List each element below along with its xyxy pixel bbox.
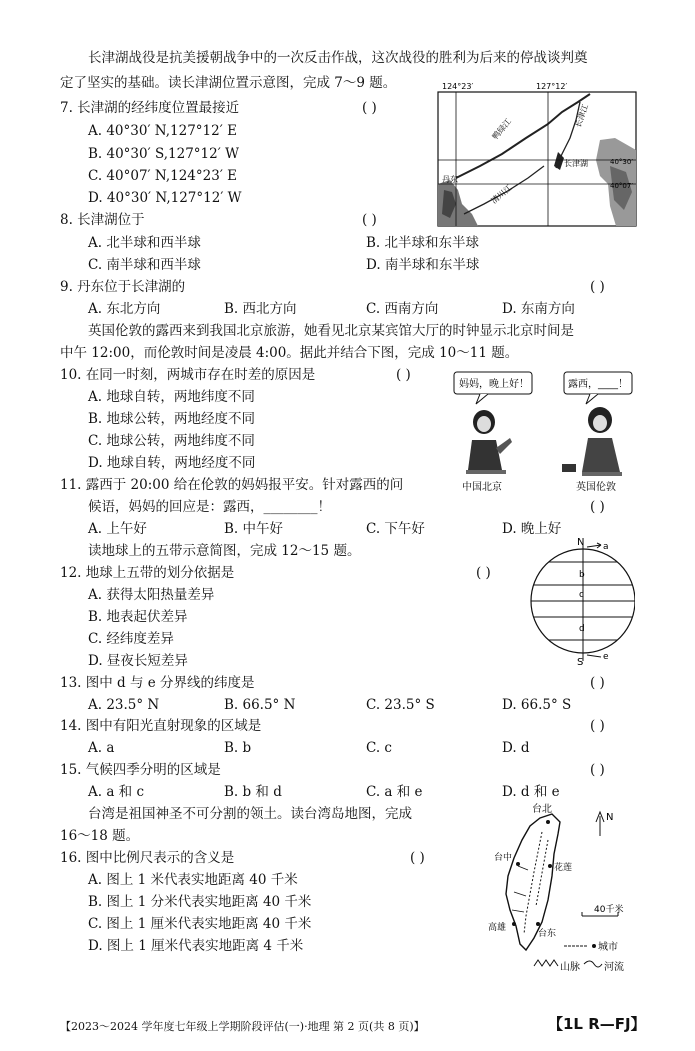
q11-option-c: C. 下午好 <box>366 521 425 537</box>
zone-a-label: a <box>603 542 609 552</box>
q13-option-c: C. 23.5° S <box>366 697 435 713</box>
q10-option-a: A. 地球自转，两地纬度不同 <box>88 389 255 405</box>
q10-option-c: C. 地球公转，两地纬度不同 <box>88 433 255 449</box>
bubble-left-text: 妈妈，晚上好！ <box>459 379 529 390</box>
q9-stem: 9. 丹东位于长津湖的 <box>60 279 186 295</box>
dandong-label: 丹东 <box>442 175 458 184</box>
q10-stem: 10. 在同一时刻，两城市存在时差的原因是 <box>60 367 316 383</box>
q12-option-b: B. 地表起伏差异 <box>88 609 188 625</box>
taidong-label: 台东 <box>538 929 557 939</box>
caption-beijing: 中国北京 <box>462 482 502 493</box>
q12-option-d: D. 昼夜长短差异 <box>88 653 188 669</box>
taipei-label: 台北 <box>532 804 552 815</box>
q7-option-b: B. 40°30′ S,127°12′ W <box>88 146 239 162</box>
q15-option-d: D. d 和 e <box>502 784 560 800</box>
q8-option-a: A. 北半球和西半球 <box>88 235 201 251</box>
north-label: N <box>606 812 614 823</box>
changjin-lake-map <box>430 80 645 230</box>
q11-option-d: D. 晚上好 <box>502 521 562 537</box>
q12-answer-bracket: ( ) <box>476 565 491 581</box>
city-legend-icon <box>592 944 596 948</box>
q15-option-b: B. b 和 d <box>224 784 282 800</box>
taizhong-label: 台中 <box>494 853 513 863</box>
girl-london-icon <box>562 407 622 476</box>
north-arrow-icon <box>596 812 604 836</box>
q15-option-a: A. a 和 c <box>88 784 145 800</box>
q11-option-b: B. 中午好 <box>224 521 284 537</box>
intro-10-11-line2: 中午 12:00，而伦敦时间是凌晨 4:00。据此并结合下图，完成 10～11 题。 <box>60 345 519 361</box>
qingchuan-river-label: 清川江 <box>489 183 514 206</box>
yalu-river-label: 鸭绿江 <box>490 117 513 142</box>
q10-option-d: D. 地球自转，两地经度不同 <box>88 455 256 471</box>
q16-option-b: B. 图上 1 分米代表实地距离 40 千米 <box>88 894 312 910</box>
q7-stem: 7. 长津湖的经纬度位置最接近 <box>60 100 240 116</box>
q11-answer-bracket: ( ) <box>590 499 605 515</box>
mountain-legend-icon <box>534 960 558 966</box>
exam-code: 【1L R—FJ】 <box>548 1015 646 1033</box>
zone-d-label: d <box>579 624 585 634</box>
page-footer: 【2023～2024 学年度七年级上学期阶段评估(一)·地理 第 2 页(共 8 页)】 <box>60 1020 425 1033</box>
q8-answer-bracket: ( ) <box>362 212 377 228</box>
bubble-right-text: 露西，____！ <box>568 379 628 390</box>
changjin-lake-label: 长津湖 <box>564 159 588 168</box>
intro-16-18-line1: 台湾是祖国神圣不可分割的领土。读台湾岛地图，完成 <box>88 806 412 822</box>
legend-mountain: 山脉 <box>560 962 580 973</box>
q9-option-a: A. 东北方向 <box>88 301 161 317</box>
q9-option-d: D. 东南方向 <box>502 301 575 317</box>
q8-stem: 8. 长津湖位于 <box>60 212 145 228</box>
q7-option-c: C. 40°07′ N,124°23′ E <box>88 168 238 184</box>
changjin-river-label: 长津江 <box>573 103 591 129</box>
lon-right-label: 127°12′ <box>536 82 568 91</box>
south-pole-label: S <box>577 657 584 667</box>
q13-option-b: B. 66.5° N <box>224 697 296 713</box>
q15-answer-bracket: ( ) <box>590 762 605 778</box>
river-legend-icon <box>584 961 602 967</box>
girl-beijing-icon <box>466 410 512 474</box>
legend-river: 河流 <box>604 962 624 973</box>
q14-answer-bracket: ( ) <box>590 718 605 734</box>
q7-option-d: D. 40°30′ N,127°12′ W <box>88 190 242 206</box>
q13-stem: 13. 图中 d 与 e 分界线的纬度是 <box>60 675 255 691</box>
caption-london: 英国伦敦 <box>576 482 616 493</box>
q8-option-c: C. 南半球和西半球 <box>88 257 201 273</box>
lat-bottom-label: 40°07′ <box>610 182 633 190</box>
q15-option-c: C. a 和 e <box>366 784 423 800</box>
zone-c-label: c <box>579 590 584 600</box>
q10-option-b: B. 地球公转，两地经度不同 <box>88 411 256 427</box>
q10-answer-bracket: ( ) <box>396 367 411 383</box>
q13-option-a: A. 23.5° N <box>88 697 160 713</box>
lon-left-label: 124°23′ <box>442 82 474 91</box>
q7-option-a: A. 40°30′ N,127°12′ E <box>88 123 237 139</box>
five-zones-globe <box>525 535 635 667</box>
zone-b-label: b <box>579 570 585 580</box>
q9-option-c: C. 西南方向 <box>366 301 439 317</box>
intro-7-9-line2: 定了坚实的基础。读长津湖位置示意图，完成 7～9 题。 <box>60 75 397 91</box>
intro-10-11-line1: 英国伦敦的露西来到我国北京旅游，她看见北京某宾馆大厅的时钟显示北京时间是 <box>88 323 574 339</box>
q13-answer-bracket: ( ) <box>590 675 605 691</box>
q14-option-c: C. c <box>366 740 392 756</box>
q9-answer-bracket: ( ) <box>590 279 605 295</box>
q12-option-a: A. 获得太阳热量差异 <box>88 587 215 603</box>
q7-answer-bracket: ( ) <box>362 100 377 116</box>
q15-stem: 15. 气候四季分明的区域是 <box>60 762 221 778</box>
north-pole-label: N <box>577 537 585 548</box>
q8-option-d: D. 南半球和东半球 <box>366 257 480 273</box>
lat-top-label: 40°30′ <box>610 158 633 166</box>
q13-option-d: D. 66.5° S <box>502 697 572 713</box>
q9-option-b: B. 西北方向 <box>224 301 297 317</box>
zone-e-label: e <box>603 652 609 662</box>
taiwan-map <box>470 800 645 978</box>
q14-option-d: D. d <box>502 740 530 756</box>
q14-stem: 14. 图中有阳光直射现象的区域是 <box>60 718 262 734</box>
intro-12-15: 读地球上的五带示意简图，完成 12～15 题。 <box>88 543 361 559</box>
time-zone-illustration <box>450 368 640 496</box>
q16-stem: 16. 图中比例尺表示的含义是 <box>60 850 235 866</box>
q16-option-d: D. 图上 1 厘米代表实地距离 4 千米 <box>88 938 304 954</box>
intro-7-9-line1: 长津湖战役是抗美援朝战争中的一次反击作战，这次战役的胜利为后来的停战谈判奠 <box>88 50 588 66</box>
q16-option-c: C. 图上 1 厘米代表实地距离 40 千米 <box>88 916 312 932</box>
scale-label: 40千米 <box>594 905 624 915</box>
intro-16-18-line2: 16～18 题。 <box>60 828 140 844</box>
q11-option-a: A. 上午好 <box>88 521 147 537</box>
q14-option-a: A. a <box>88 740 115 756</box>
q11-stem-line1: 11. 露西于 20:00 给在伦敦的妈妈报平安。针对露西的问 <box>60 477 404 493</box>
q12-option-c: C. 经纬度差异 <box>88 631 174 647</box>
q16-answer-bracket: ( ) <box>410 850 425 866</box>
legend-city: 城市 <box>598 942 618 953</box>
q11-stem-line2: 候语，妈妈的回应是：露西，________！ <box>88 499 331 515</box>
gaoxiong-label: 高雄 <box>488 923 507 933</box>
q14-option-b: B. b <box>224 740 252 756</box>
q8-option-b: B. 北半球和东半球 <box>366 235 480 251</box>
hualian-label: 花莲 <box>554 863 573 873</box>
q12-stem: 12. 地球上五带的划分依据是 <box>60 565 235 581</box>
q16-option-a: A. 图上 1 米代表实地距离 40 千米 <box>88 872 298 888</box>
